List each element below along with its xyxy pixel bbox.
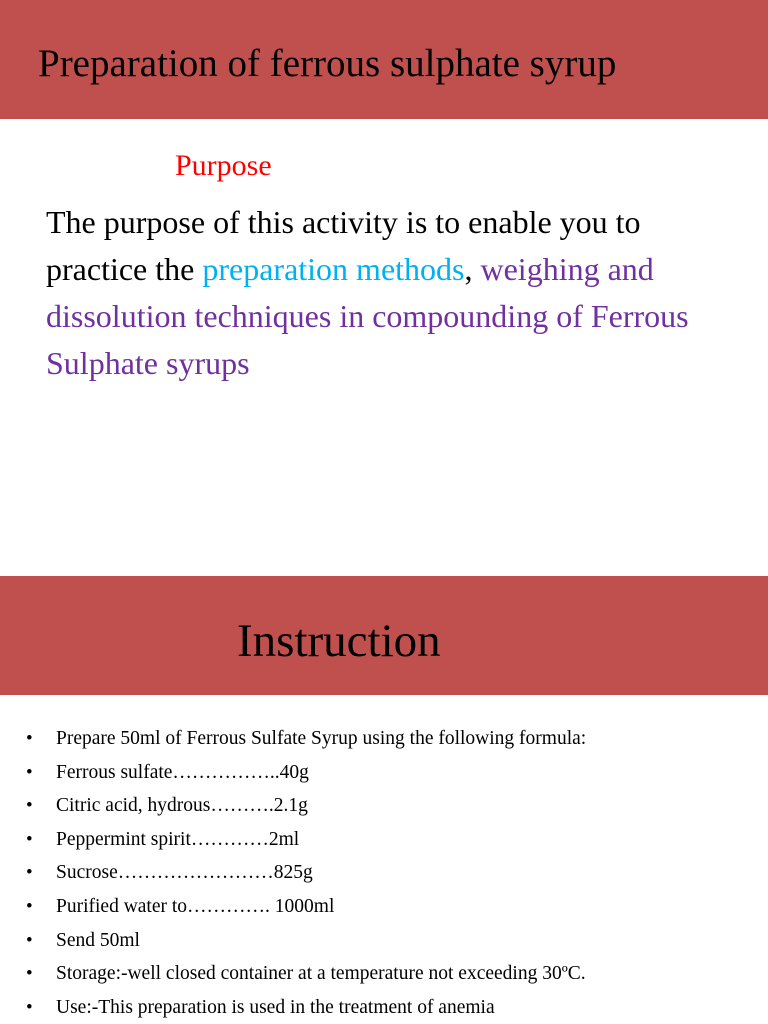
- list-item-text: Citric acid, hydrous……….2.1g: [56, 795, 308, 817]
- purpose-heading: Purpose: [175, 149, 272, 182]
- bullet-icon: •: [26, 728, 33, 749]
- instruction-title: Instruction: [237, 615, 441, 667]
- page-title: Preparation of ferrous sulphate syrup: [38, 42, 617, 85]
- purpose-paragraph: [46, 199, 726, 387]
- purpose-text-techniques: weighing and dissolution techniques in compounding of Ferrous Sulphate syrups: [46, 251, 689, 381]
- list-item-text: Use:-This preparation is used in the treatment of anemia: [56, 996, 495, 1018]
- list-item-text: Sucrose……………………825g: [56, 862, 313, 884]
- list-item-text: Purified water to…………. 1000ml: [56, 895, 335, 917]
- list-item-text: Send 50ml: [56, 929, 140, 951]
- bullet-icon: •: [26, 963, 33, 985]
- list-item-text: Storage:-well closed container at a temperature not exceeding 30ºC.: [56, 963, 586, 985]
- purpose-text-preparation-methods: preparation methods: [202, 251, 465, 287]
- bullet-icon: •: [26, 996, 33, 1018]
- purpose-text-comma: ,: [464, 251, 481, 287]
- bullet-icon: •: [26, 895, 33, 917]
- list-item-text: Prepare 50ml of Ferrous Sulfate Syrup using the following formula:: [56, 728, 587, 749]
- purpose-text-intro: The purpose of this activity is to enable you to practice the: [46, 204, 641, 287]
- bullet-icon: •: [26, 828, 33, 850]
- list-item-text: Ferrous sulfate……………..40g: [56, 761, 309, 783]
- list-item-text: Peppermint spirit…………2ml: [56, 828, 300, 850]
- bullet-icon: •: [26, 761, 33, 783]
- bullet-icon: •: [26, 929, 33, 951]
- bullet-icon: •: [26, 795, 33, 817]
- bullet-icon: •: [26, 862, 33, 884]
